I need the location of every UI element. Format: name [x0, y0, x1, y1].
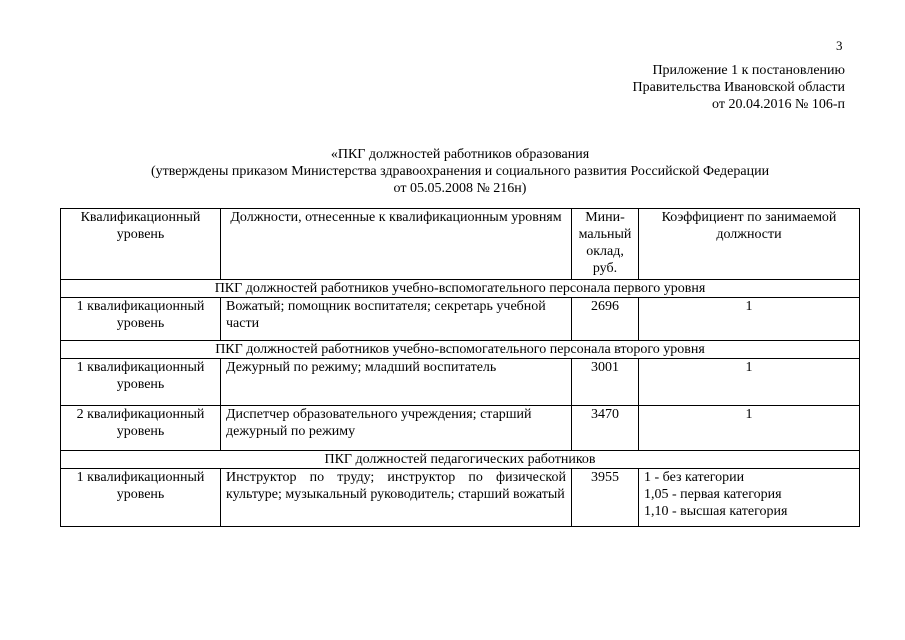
header-salary: Мини-мальный оклад, руб.: [572, 209, 639, 280]
section-row: [61, 451, 860, 469]
cell-level: 1 квалификационный уровень: [61, 298, 221, 341]
cell-positions: Вожатый; помощник воспитателя; секретарь учебной части: [221, 298, 572, 341]
cell-positions: Диспетчер образовательного учреждения; старший дежурный по режиму: [221, 406, 572, 451]
cell-positions: Инструктор по труду; инструктор по физической культуре; музыкальный руководитель; старший вожатый: [221, 469, 572, 527]
title-line-1: «ПКГ должностей работников образования: [330, 147, 590, 162]
section-title: ПКГ должностей работников учебно-вспомогательного персонала первого уровня: [61, 280, 860, 298]
cell-salary: 2696: [572, 298, 639, 341]
appendix-line-3: от 20.04.2016 № 106-п: [712, 97, 845, 112]
table-row: [61, 469, 860, 527]
header-level: Квалификационный уровень: [61, 209, 221, 280]
cell-coefficient: [639, 469, 860, 527]
cell-salary: 3955: [572, 469, 639, 527]
table-row: [61, 359, 860, 406]
coefficient-line: 1 - без категории: [644, 470, 745, 485]
cell-salary: 3001: [572, 359, 639, 406]
header-coefficient: Коэффициент по занимаемой должности: [639, 209, 860, 280]
coefficient-line: 1,10 - высшая категория: [644, 504, 788, 519]
cell-coefficient: 1: [639, 359, 860, 406]
document-title: [60, 146, 860, 197]
cell-coefficient: 1: [639, 406, 860, 451]
title-line-3: от 05.05.2008 № 216н): [393, 181, 527, 196]
cell-level: 1 квалификационный уровень: [61, 469, 221, 527]
section-title: ПКГ должностей педагогических работников: [61, 451, 860, 469]
appendix-line-2: Правительства Ивановской области: [632, 80, 845, 95]
table-row: [61, 298, 860, 341]
table-row: [61, 406, 860, 451]
title-line-2: (утверждены приказом Министерства здравоохранения и социального развития Российской Федерации: [150, 164, 770, 179]
cell-level: 2 квалификационный уровень: [61, 406, 221, 451]
cell-level: 1 квалификационный уровень: [61, 359, 221, 406]
page-number: 3: [836, 38, 843, 53]
header-positions: Должности, отнесенные к квалификационным уровням: [221, 209, 572, 280]
coefficient-line: 1,05 - первая категория: [644, 487, 782, 502]
appendix-line-1: Приложение 1 к постановлению: [652, 63, 845, 78]
cell-coefficient: 1: [639, 298, 860, 341]
table-header-row: [61, 209, 860, 280]
cell-positions: Дежурный по режиму; младший воспитатель: [221, 359, 572, 406]
cell-salary: 3470: [572, 406, 639, 451]
section-title: ПКГ должностей работников учебно-вспомогательного персонала второго уровня: [61, 341, 860, 359]
section-row: [61, 341, 860, 359]
salary-table: [60, 208, 860, 527]
appendix-reference: [545, 62, 845, 113]
section-row: [61, 280, 860, 298]
